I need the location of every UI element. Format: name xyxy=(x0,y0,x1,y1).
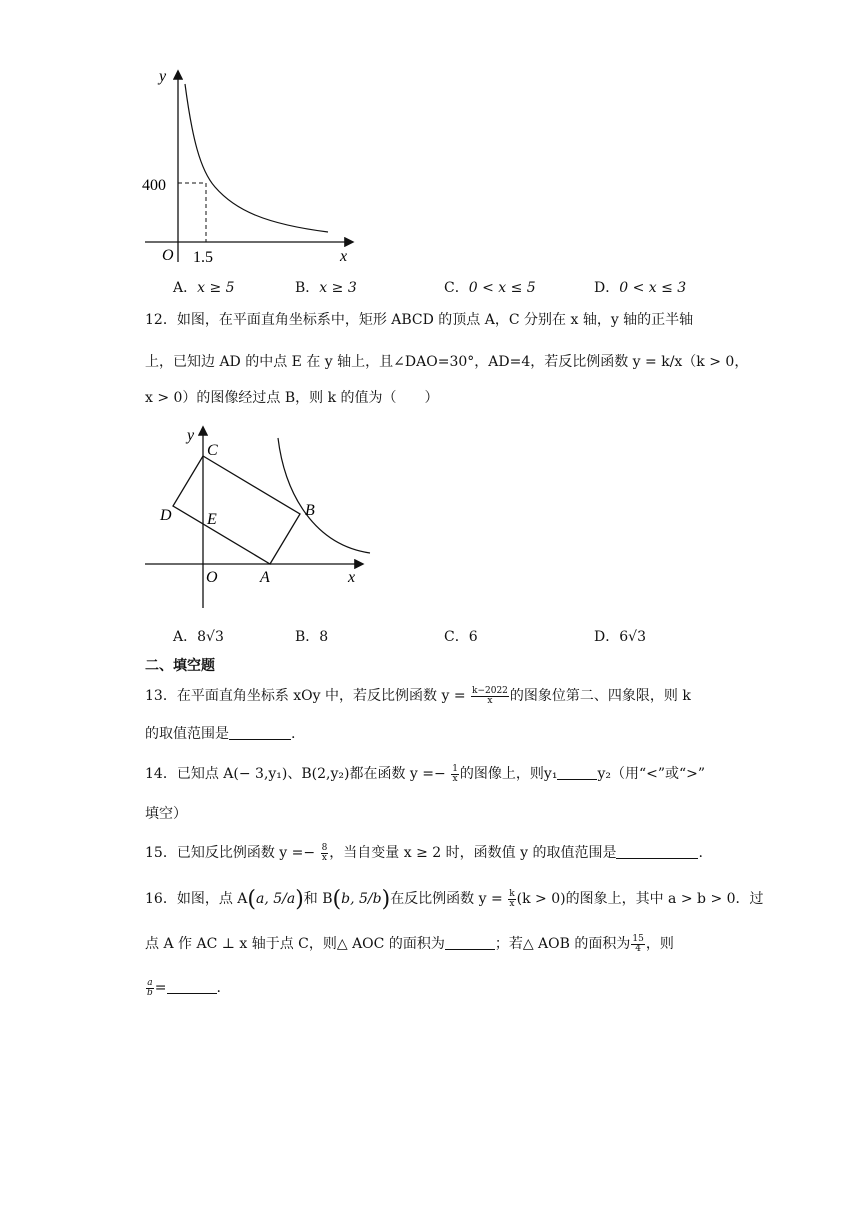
text: 的取值范围是 xyxy=(145,726,229,742)
label-y: y xyxy=(187,427,195,444)
text: 在平面直角坐标系 xOy 中，若反比例函数 y = xyxy=(176,688,470,704)
text: . xyxy=(216,980,221,996)
numerator: k xyxy=(509,888,515,899)
answer-blank[interactable] xyxy=(167,979,217,994)
fraction xyxy=(631,935,644,954)
y-tick-400: 400 xyxy=(142,177,166,194)
q16-line3 xyxy=(145,978,221,998)
x-label: x xyxy=(340,248,348,265)
option-text: 6 xyxy=(468,629,478,645)
answer-blank[interactable] xyxy=(557,765,597,780)
text: . xyxy=(291,726,296,742)
section-title: 二、填空题 xyxy=(145,658,215,674)
label-b: B xyxy=(305,502,315,519)
q14-line2: 填空） xyxy=(145,806,187,822)
answer-blank[interactable] xyxy=(229,725,291,740)
answer-blank[interactable] xyxy=(445,935,495,950)
q12-line1: 12．如图，在平面直角坐标系中，矩形 ABCD 的顶点 A，C 分别在 x 轴，y 轴的正半轴 xyxy=(145,312,694,328)
option-text: 6√3 xyxy=(619,629,646,645)
question-number: 15． xyxy=(145,845,177,861)
q16-line1 xyxy=(145,889,764,910)
text: (k > 0)的图象上，其中 a > b > 0．过 xyxy=(516,891,764,907)
text: . xyxy=(698,845,703,861)
option-text: 8 xyxy=(319,629,329,645)
fraction xyxy=(451,765,459,784)
option-letter: B． xyxy=(295,629,320,645)
label-x: x xyxy=(348,569,356,586)
option-letter: D． xyxy=(594,629,620,645)
q13-line2 xyxy=(145,724,295,744)
paren-open: ( xyxy=(247,887,256,912)
graph-hyperbola xyxy=(140,62,370,272)
text: ，当自变量 x ≥ 2 时，函数值 y 的取值范围是 xyxy=(329,845,617,861)
option-text: x ≥ 3 xyxy=(319,280,357,296)
curve xyxy=(185,84,328,232)
q11-option-a[interactable] xyxy=(173,277,235,297)
curve xyxy=(278,438,370,553)
q12-option-b[interactable] xyxy=(295,626,328,646)
numerator: 1 xyxy=(452,763,458,774)
text: 和 B xyxy=(303,891,333,907)
text: ，则 xyxy=(645,936,674,952)
numerator: a xyxy=(147,977,153,988)
q16-line2 xyxy=(145,934,674,954)
option-text: 8√3 xyxy=(197,629,224,645)
fraction xyxy=(146,979,154,998)
q12-option-c[interactable] xyxy=(444,626,478,646)
paren-close: ) xyxy=(381,887,391,912)
option-letter: C． xyxy=(444,280,469,296)
text: 已知反比例函数 y =− xyxy=(176,845,320,861)
question-number: 13． xyxy=(145,688,177,704)
denominator: x xyxy=(509,898,515,909)
numerator: 15 xyxy=(632,933,644,944)
label-d: D xyxy=(160,507,172,524)
q13-line1 xyxy=(145,686,691,706)
denominator: x xyxy=(487,695,493,706)
text: 已知点 A(− 3,y₁)、B(2,y₂)都在函数 y =− xyxy=(176,766,451,782)
label-a: A xyxy=(260,569,270,586)
paren-open: ( xyxy=(332,887,342,912)
fraction xyxy=(471,687,509,706)
text: 点 A 作 AC ⊥ x 轴于点 C，则△ AOC 的面积为 xyxy=(145,936,445,952)
y-label: y xyxy=(159,68,167,85)
text: ；若△ AOB 的面积为 xyxy=(494,936,631,952)
numerator: 8 xyxy=(321,842,328,853)
text: y₂（用“<”或“>” xyxy=(597,766,706,782)
q11-option-d[interactable] xyxy=(594,277,686,297)
numerator: k−2022 xyxy=(472,685,508,696)
q12-line3: x > 0）的图像经过点 B，则 k 的值为（ ） xyxy=(145,390,439,406)
text: 的图像上，则y₁ xyxy=(459,766,558,782)
point-a-coords: a, 5/a xyxy=(255,891,296,907)
point-b-coords: b, 5/b xyxy=(341,891,382,907)
paren-close: ) xyxy=(295,887,304,912)
q14-line1 xyxy=(145,764,705,784)
question-number: 14． xyxy=(145,766,177,782)
fraction xyxy=(321,844,329,863)
denominator: x xyxy=(452,773,458,784)
label-c: C xyxy=(207,442,218,459)
option-letter: A． xyxy=(173,280,198,296)
q15-line1 xyxy=(145,843,703,863)
label-e: E xyxy=(207,511,217,528)
denominator: x xyxy=(321,852,327,863)
q11-option-c[interactable] xyxy=(444,277,536,297)
origin-label: O xyxy=(162,247,174,264)
answer-blank[interactable] xyxy=(616,844,698,859)
rectangle-abcd xyxy=(173,456,300,564)
label-o: O xyxy=(206,569,218,586)
x-tick-1-5: 1.5 xyxy=(193,249,213,266)
q12-option-d[interactable] xyxy=(594,626,646,646)
option-letter: D． xyxy=(594,280,620,296)
option-text: 0 < x ≤ 3 xyxy=(619,280,687,296)
denominator: 4 xyxy=(635,943,641,954)
q12-option-a[interactable] xyxy=(173,626,224,646)
text: = xyxy=(154,980,167,996)
option-text: x ≥ 5 xyxy=(197,280,235,296)
option-text: 0 < x ≤ 5 xyxy=(468,280,536,296)
text: 如图，点 A xyxy=(176,891,248,907)
q11-option-b[interactable] xyxy=(295,277,357,297)
option-letter: A． xyxy=(173,629,198,645)
graph-rectangle xyxy=(140,420,380,615)
question-number: 16． xyxy=(145,891,177,907)
option-letter: C． xyxy=(444,629,469,645)
text: 的图象位第二、四象限，则 k xyxy=(509,688,691,704)
option-letter: B． xyxy=(295,280,320,296)
q12-line2: 上，已知边 AD 的中点 E 在 y 轴上，且∠DAO=30°，AD=4，若反比例函数 y = k/x（k > 0， xyxy=(145,354,749,370)
fraction xyxy=(508,890,515,909)
denominator: b xyxy=(147,987,153,998)
text: 在反比例函数 y = xyxy=(390,891,508,907)
